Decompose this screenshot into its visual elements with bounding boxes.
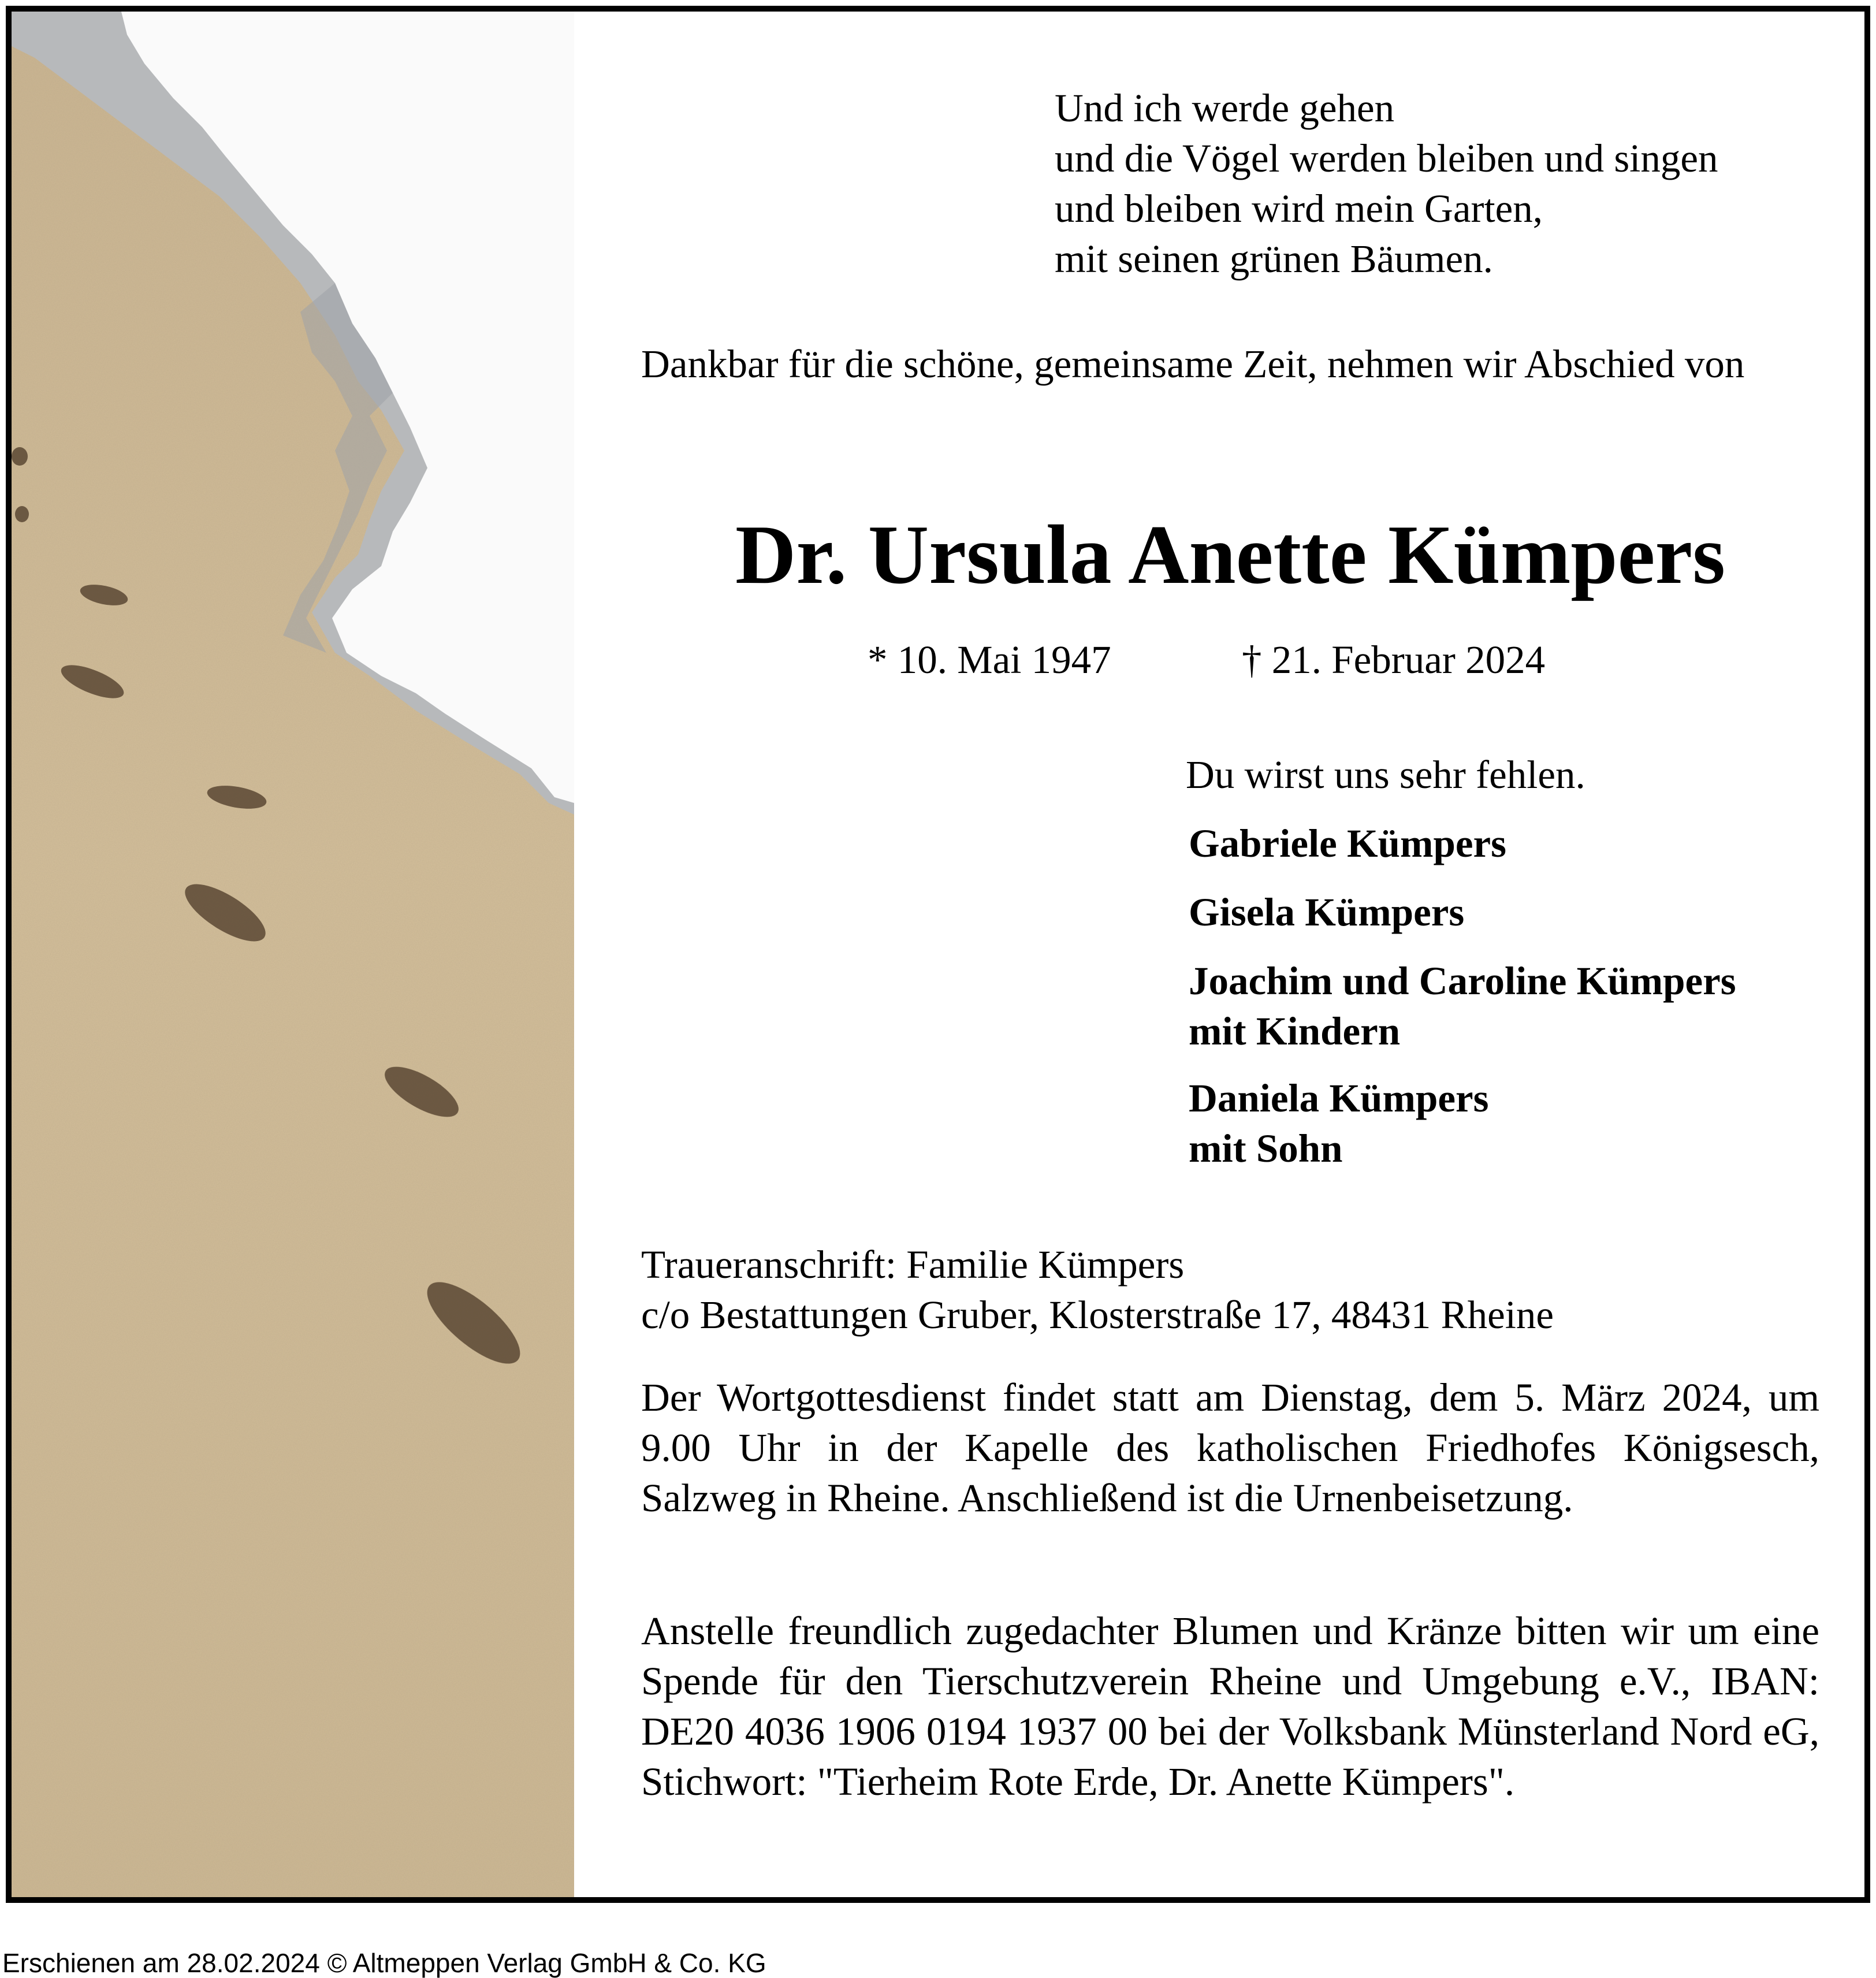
poem-line: und bleiben wird mein Garten, bbox=[1055, 187, 1543, 230]
birth-date: * 10. Mai 1947 bbox=[868, 638, 1111, 682]
poem-line: Und ich werde gehen bbox=[1055, 86, 1395, 130]
mourner-entry bbox=[1189, 1073, 1488, 1174]
deceased-name: Dr. Ursula Anette Kümpers bbox=[735, 508, 1726, 601]
beach-footprints-image bbox=[12, 12, 574, 1897]
poem-line: mit seinen grünen Bäumen. bbox=[1055, 237, 1493, 281]
closing-line: Du wirst uns sehr fehlen. bbox=[1186, 753, 1585, 797]
mourner-name: Daniela Kümpers bbox=[1189, 1076, 1489, 1120]
mourning-address bbox=[641, 1240, 1554, 1340]
mourner-entry bbox=[1189, 956, 1736, 1057]
death-date: † 21. Februar 2024 bbox=[1242, 638, 1546, 682]
donation-text: Anstelle freundlich zugedachter Blumen und Kränze bitten wir um eine Spende für den Tierschutzverein Rheine und Umgebung e.V., IBAN: DE20 4036 1906 0194 1937 00 bei der Volksbank Münsterland Nord eG, Stichwort: "Tierheim Rote Erde, Dr. Anette Kümpers". bbox=[641, 1609, 1819, 1804]
notice-frame bbox=[6, 6, 1870, 1903]
address-line: Traueranschrift: Familie Kümpers bbox=[641, 1243, 1185, 1287]
service-text: Der Wortgottesdienst findet statt am Dienstag, dem 5. März 2024, um 9.00 Uhr in der Kapelle des katholischen Friedhofes Königsesch, Salzweg in Rheine. Anschließend ist die Urnenbeisetzung. bbox=[641, 1375, 1819, 1520]
mourner-name: Gisela Kümpers bbox=[1189, 890, 1465, 934]
mourner-entry bbox=[1189, 887, 1464, 938]
mourner-entry bbox=[1189, 819, 1506, 869]
mourner-name: Gabriele Kümpers bbox=[1189, 821, 1507, 865]
poem bbox=[1055, 83, 1718, 284]
mourner-note: mit Kindern bbox=[1189, 1009, 1401, 1053]
poem-line: und die Vögel werden bleiben und singen bbox=[1055, 136, 1718, 180]
address-line: c/o Bestattungen Gruber, Klosterstraße 17, 48431 Rheine bbox=[641, 1293, 1554, 1337]
mourner-name: Joachim und Caroline Kümpers bbox=[1189, 959, 1736, 1003]
mourner-note: mit Sohn bbox=[1189, 1126, 1343, 1170]
publication-footer: Erschienen am 28.02.2024 © Altmeppen Verlag GmbH & Co. KG bbox=[2, 1948, 766, 1978]
intro-text: Dankbar für die schöne, gemeinsame Zeit, nehmen wir Abschied von bbox=[641, 342, 1745, 386]
